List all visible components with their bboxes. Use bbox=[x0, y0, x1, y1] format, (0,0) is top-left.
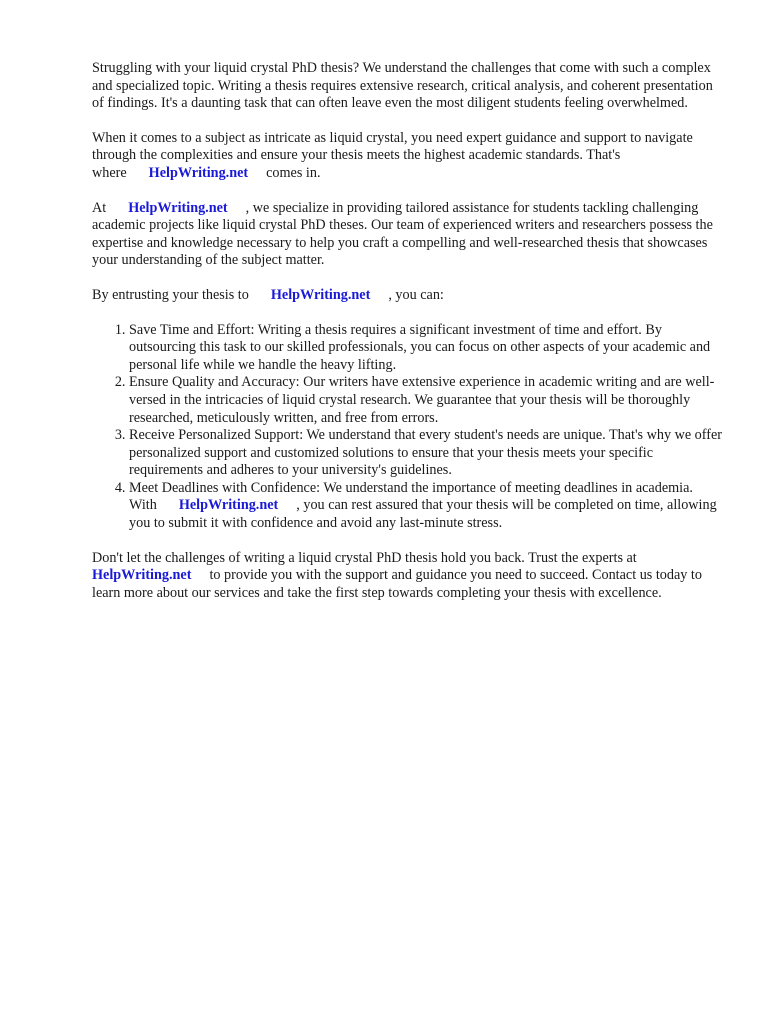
document-page bbox=[92, 60, 722, 619]
specialize-paragraph bbox=[92, 200, 722, 270]
list-item bbox=[129, 322, 722, 375]
guidance-after-text: comes in. bbox=[266, 164, 321, 181]
benefit-before-text: Meet Deadlines with Confidence: We understand the importance of meeting deadlines in academia. With bbox=[129, 479, 693, 514]
guidance-paragraph bbox=[92, 130, 722, 183]
list-item bbox=[129, 427, 722, 480]
benefit-text: Save Time and Effort: Writing a thesis requires a significant investment of time and effort. By outsourcing this task to our skilled professionals, you can focus on other aspects of your academic and personal life while we handle the heavy lifting. bbox=[129, 321, 711, 373]
entrust-after-text: , you can: bbox=[388, 286, 444, 303]
entrust-paragraph bbox=[92, 287, 722, 305]
closing-paragraph bbox=[92, 550, 722, 603]
benefits-list bbox=[92, 322, 722, 533]
helpwriting-link[interactable]: HelpWriting.net bbox=[178, 497, 279, 514]
intro-paragraph bbox=[92, 60, 722, 113]
helpwriting-link[interactable]: HelpWriting.net bbox=[148, 164, 249, 181]
list-item bbox=[129, 374, 722, 427]
intro-text: Struggling with your liquid crystal PhD thesis? We understand the challenges that come with such a complex and specialized topic. Writing a thesis requires extensive research, critical analysis, and coherent presentation of findings. It's a daunting task that can often leave even the most diligent students feeling overwhelmed. bbox=[92, 60, 713, 112]
entrust-before-text: By entrusting your thesis to bbox=[92, 286, 249, 303]
list-item bbox=[129, 480, 722, 533]
helpwriting-link[interactable]: HelpWriting.net bbox=[92, 567, 192, 584]
helpwriting-link[interactable]: HelpWriting.net bbox=[128, 199, 228, 216]
closing-before-text: Don't let the challenges of writing a liquid crystal PhD thesis hold you back. Trust the experts at bbox=[92, 549, 637, 566]
closing-after-text: to provide you with the support and guidance you need to succeed. Contact us today to learn more about our services and take the first step towards completing your thesis with excellence. bbox=[92, 567, 702, 601]
benefit-text: Ensure Quality and Accuracy: Our writers have extensive experience in academic writing and are well-versed in the intricacies of liquid crystal research. We guarantee that your thesis will be thoroughly researched, meticulously written, and free from errors. bbox=[129, 374, 715, 426]
specialize-after-text: , we specialize in providing tailored assistance for students tackling challenging academic projects like liquid crystal PhD theses. Our team of experienced writers and researchers possess the expertise and knowledge necessary to help you craft a compelling and well-researched thesis that showcases your understanding of the subject matter. bbox=[92, 199, 713, 269]
benefit-after-text: , you can rest assured that your thesis will be completed on time, allowing you to submit it with confidence and avoid any last-minute stress. bbox=[129, 497, 717, 532]
helpwriting-link[interactable]: HelpWriting.net bbox=[270, 286, 371, 303]
guidance-text: When it comes to a subject as intricate as liquid crystal, you need expert guidance and support to navigate through the complexities and ensure your thesis meets the highest academic standards. That's where bbox=[92, 129, 693, 181]
benefit-text: Receive Personalized Support: We understand that every student's needs are unique. That's why we offer personalized support and customized solutions to ensure that your thesis meets your specific requirements and adheres to your university's guidelines. bbox=[129, 427, 722, 479]
specialize-before-text: At bbox=[92, 199, 107, 216]
